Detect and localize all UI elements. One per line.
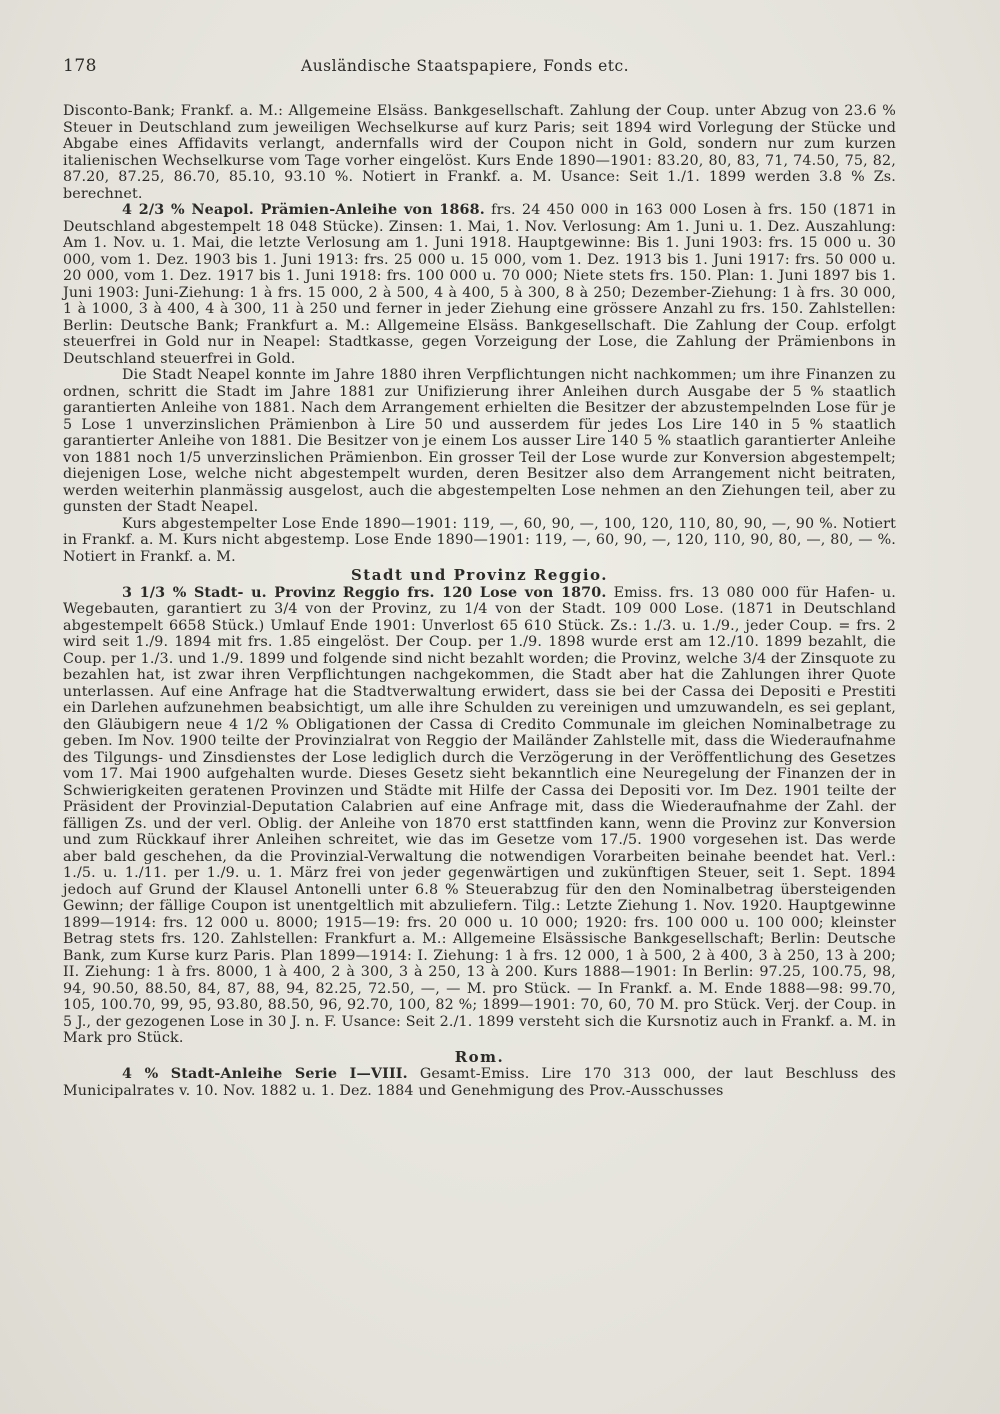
- entry-body: Gesamt-Emiss. Lire 170 313 000, der laut Beschluss des Municipalrates v. 10. Nov. 1882 u. 1. Dez. 1884 und Genehmigung des Prov.-Ausschusses: [63, 1066, 896, 1099]
- paragraph-neapel-kurs: Kurs abgestempelter Lose Ende 1890—1901: 119, —, 60, 90, —, 100, 120, 110, 80, 90, —, 90 %. Notiert in Frankf. a. M. Kurs nicht abgestemp. Lose Ende 1890—1901: 119, —, 60, 90, —, 120, 110, 90, 80, —, 80, — %. Notiert in Frankf. a. M.: [63, 515, 896, 565]
- paragraph-neapel-history: Die Stadt Neapel konnte im Jahre 1880 ihren Verpflichtungen nicht nachkommen; um ihre Finanzen zu ordnen, schritt die Stadt im Jahre 1881 zur Unifizierung ihrer Anleihen durch Ausgabe der 5 % staatlich garantierten Anleihe von 1881. Nach dem Arrangement erhielten die Besitzer der abzustempelnden Lose für je 5 Lose 1 unverzinslichen Prämienbon à Lire 50 und ausserdem für jedes Los Lire 140 in 5 % staatlich garantierter Anleihe von 1881. Die Besitzer von je einem Los ausser Lire 140 5 % staatlich garantierter Anleihe von 1881 noch 1/5 unverzinslichen Prämienbon. Ein grosser Teil der Lose wurde zur Konversion abgestempelt; diejenigen Lose, welche nicht abgestempelt wurden, deren Besitzer also dem Arrangement nicht beitraten, werden weiterhin planmässig ausgelost, auch die abgestempelten Lose nehmen an den Ziehungen teil, aber zu gunsten der Stadt Neapel.: [63, 367, 896, 515]
- section-heading-reggio: Stadt und Provinz Reggio.: [350, 566, 609, 584]
- entry-body: frs. 24 450 000 in 163 000 Losen à frs. 150 (1871 in Deutschland abgestempelt 18 048 Stücke). Zinsen: 1. Mai, 1. Nov. Verlosung: Am 1. Juni u. 1. Dez. Auszahlung: Am 1. Nov. u. 1. Mai, die letzte Verlosung am 1. Juni 1918. Hauptgewinne: Bis 1. Juni 1903: frs. 15 000 u. 30 000, vom 1. Dez. 1903 bis 1. Juni 1913: frs. 25 000 u. 15 000, vom 1. Dez. 1913 bis 1. Juni 1917: frs. 50 000 u. 20 000, vom 1. Dez. 1917 bis 1. Juni 1918: frs. 100 000 u. 70 000; Niete stets frs. 150. Plan: 1. Juni 1897 bis 1. Juni 1903: Juni-Ziehung: 1 à frs. 15 000, 2 à 500, 4 à 400, 5 à 300, 8 à 250; Dezember-Ziehung: 1 à frs. 30 000, 1 à 1000, 3 à 400, 4 à 300, 11 à 250 und ferner in jeder Ziehung eine grössere Anzahl zu frs. 150. Zahlstellen: Berlin: Deutsche Bank; Frankfurt a. M.: Allgemeine Elsäss. Bankgesellschaft. Die Zahlung der Coup. erfolgt steuerfrei in Gold nur in Neapel: Stadtkasse, gegen Vorzeigung der Lose, die Zahlung der Prämienbons in Deutschland steuerfrei in Gold.: [63, 202, 896, 367]
- entry-body: Emiss. frs. 13 080 000 für Hafen- u. Wegebauten, garantiert zu 3/4 von der Provinz, zu 1/4 von der Stadt. 109 000 Lose. (1871 in Deutschland abgestempelt 6658 Stück.) Umlauf Ende 1901: Unverlost 65 610 Stück. Zs.: 1./3. u. 1./9., jeder Coup. = frs. 2 wird seit 1./9. 1894 mit frs. 1.85 eingelöst. Der Coup. per 1./9. 1898 wurde erst am 12./10. 1899 bezahlt, die Coup. per 1./3. und 1./9. 1899 und folgende sind nicht bezahlt worden; die Provinz, welche 3/4 der Zinsquote zu bezahlen hat, ist zwar ihren Verpflichtungen nachgekommen, die Stadt aber hat die Zahlungen ihrer Quote unterlassen. Auf eine Anfrage hat die Stadtverwaltung erwidert, dass sie bei der Cassa dei Depositi e Prestiti ein Darlehen aufzunehmen beabsichtigt, um alle ihre Schulden zu vereinigen und umzuwandeln, es sei geplant, den Gläubigern neue 4 1/2 % Obligationen der Cassa di Credito Communale im gleichen Nominalbetrage zu geben. Im Nov. 1900 teilte der Provinzialrat von Reggio der Mailänder Zahlstelle mit, dass die Wiederaufnahme des Tilgungs- und Zinsdienstes der Lose lediglich durch die Verzögerung in der Veröffentlichung des Gesetzes vom 17. Mai 1900 aufgehalten wurde. Dieses Gesetz sieht bekanntlich eine Neuregelung der Finanzen der in Schwierigkeiten geratenen Provinzen und Städte mit Hilfe der Cassa dei Depositi vor. Im Dez. 1901 teilte der Präsident der Provinzial-Deputation Calabrien auf eine Anfrage mit, dass die Wiederaufnahme der Zahl. der fälligen Zs. und der verl. Oblig. der Anleihe von 1870 erst stattfinden kann, wenn die Provinz zur Konversion und zum Rückkauf ihrer Anleihen schreitet, wie das im Gesetze vom 17./5. 1900 vorgesehen ist. Das werde aber bald geschehen, da die Provinzial-Verwaltung die notwendigen Vorarbeiten beinahe beendet hat. Verl.: 1./5. u. 1./11. per 1./9. u. 1. März frei von jeder gegenwärtigen und zukünftigen Steuer, seit 1. Sept. 1894 jedoch auf Grund der Klausel Antonelli unter 6.8 % Steuerabzug für den den Nominalbetrag übersteigenden Gewinn; der fällige Coupon ist unentgeltlich mit abzuliefern. Tilg.: Letzte Ziehung 1. Nov. 1920. Hauptgewinne 1899—1914: frs. 12 000 u. 8000; 1915—19: frs. 20 000 u. 10 000; 1920: frs. 100 000 u. 100 000; kleinster Betrag stets frs. 120. Zahlstellen: Frankfurt a. M.: Allgemeine Elsässische Bankgesellschaft; Berlin: Deutsche Bank, zum Kurse kurz Paris. Plan 1899—1914: I. Ziehung: 1 à frs. 12 000, 1 à 500, 2 à 400, 3 à 250, 13 à 200; II. Ziehung: 1 à frs. 8000, 1 à 400, 2 à 300, 3 à 250, 13 à 200. Kurs 1888—1901: In Berlin: 97.25, 100.75, 98, 94, 90.50, 88.50, 84, 87, 88, 94, 82.25, 72.50, —, — M. pro Stück. — In Frankf. a. M. Ende 1888—98: 99.70, 105, 100.70, 99, 95, 93.80, 88.50, 96, 92.70, 100, 82 %; 1899—1901: 70, 60, 70 M. pro Stück. Verj. der Coup. in 5 J., der gezogenen Lose in 30 J. n. F. Usance: Seit 2./1. 1899 versteht sich die Kursnotiz auch in Frankf. a. M. in Mark pro Stück.: [63, 584, 896, 1046]
- running-title: Ausländische Staatspapiere, Fonds etc.: [301, 57, 630, 75]
- entry-neapel-praemien: [63, 202, 896, 367]
- paragraph-disconto: Disconto-Bank; Frankf. a. M.: Allgemeine Elsäss. Bankgesellschaft. Zahlung der Coup. unter Abzug von 23.6 % Steuer in Deutschland zum jeweiligen Wechselkurse auf kurz Paris; seit 1894 wird Vorlegung der Stücke und Abgabe eines Affidavits verlangt, andernfalls wird der Coupon nicht in Gold, sondern nur zum kurzen italienischen Wechselkurse vom Tage vorher eingelöst. Kurs Ende 1890—1901: 83.20, 80, 83, 71, 74.50, 75, 82, 87.20, 87.25, 86.70, 85.10, 93.10 %. Notiert in Frankf. a. M. Usance: Seit 1./1. 1899 werden 3.8 % Zs. berechnet.: [63, 103, 896, 202]
- entry-rom-anleihe: [63, 1066, 896, 1099]
- running-head: [63, 56, 896, 84]
- body-text: [63, 103, 896, 1099]
- entry-heading: 4 % Stadt-Anleihe Serie I—VIII.: [122, 1066, 408, 1082]
- section-heading-rom: Rom.: [454, 1047, 505, 1066]
- entry-reggio-lose: [63, 585, 896, 1047]
- page-number: 178: [63, 56, 97, 76]
- entry-heading: 3 1/3 % Stadt- u. Provinz Reggio frs. 120 Lose von 1870.: [122, 584, 607, 601]
- entry-heading: 4 2/3 % Neapol. Prämien-Anleihe von 1868.: [122, 202, 485, 218]
